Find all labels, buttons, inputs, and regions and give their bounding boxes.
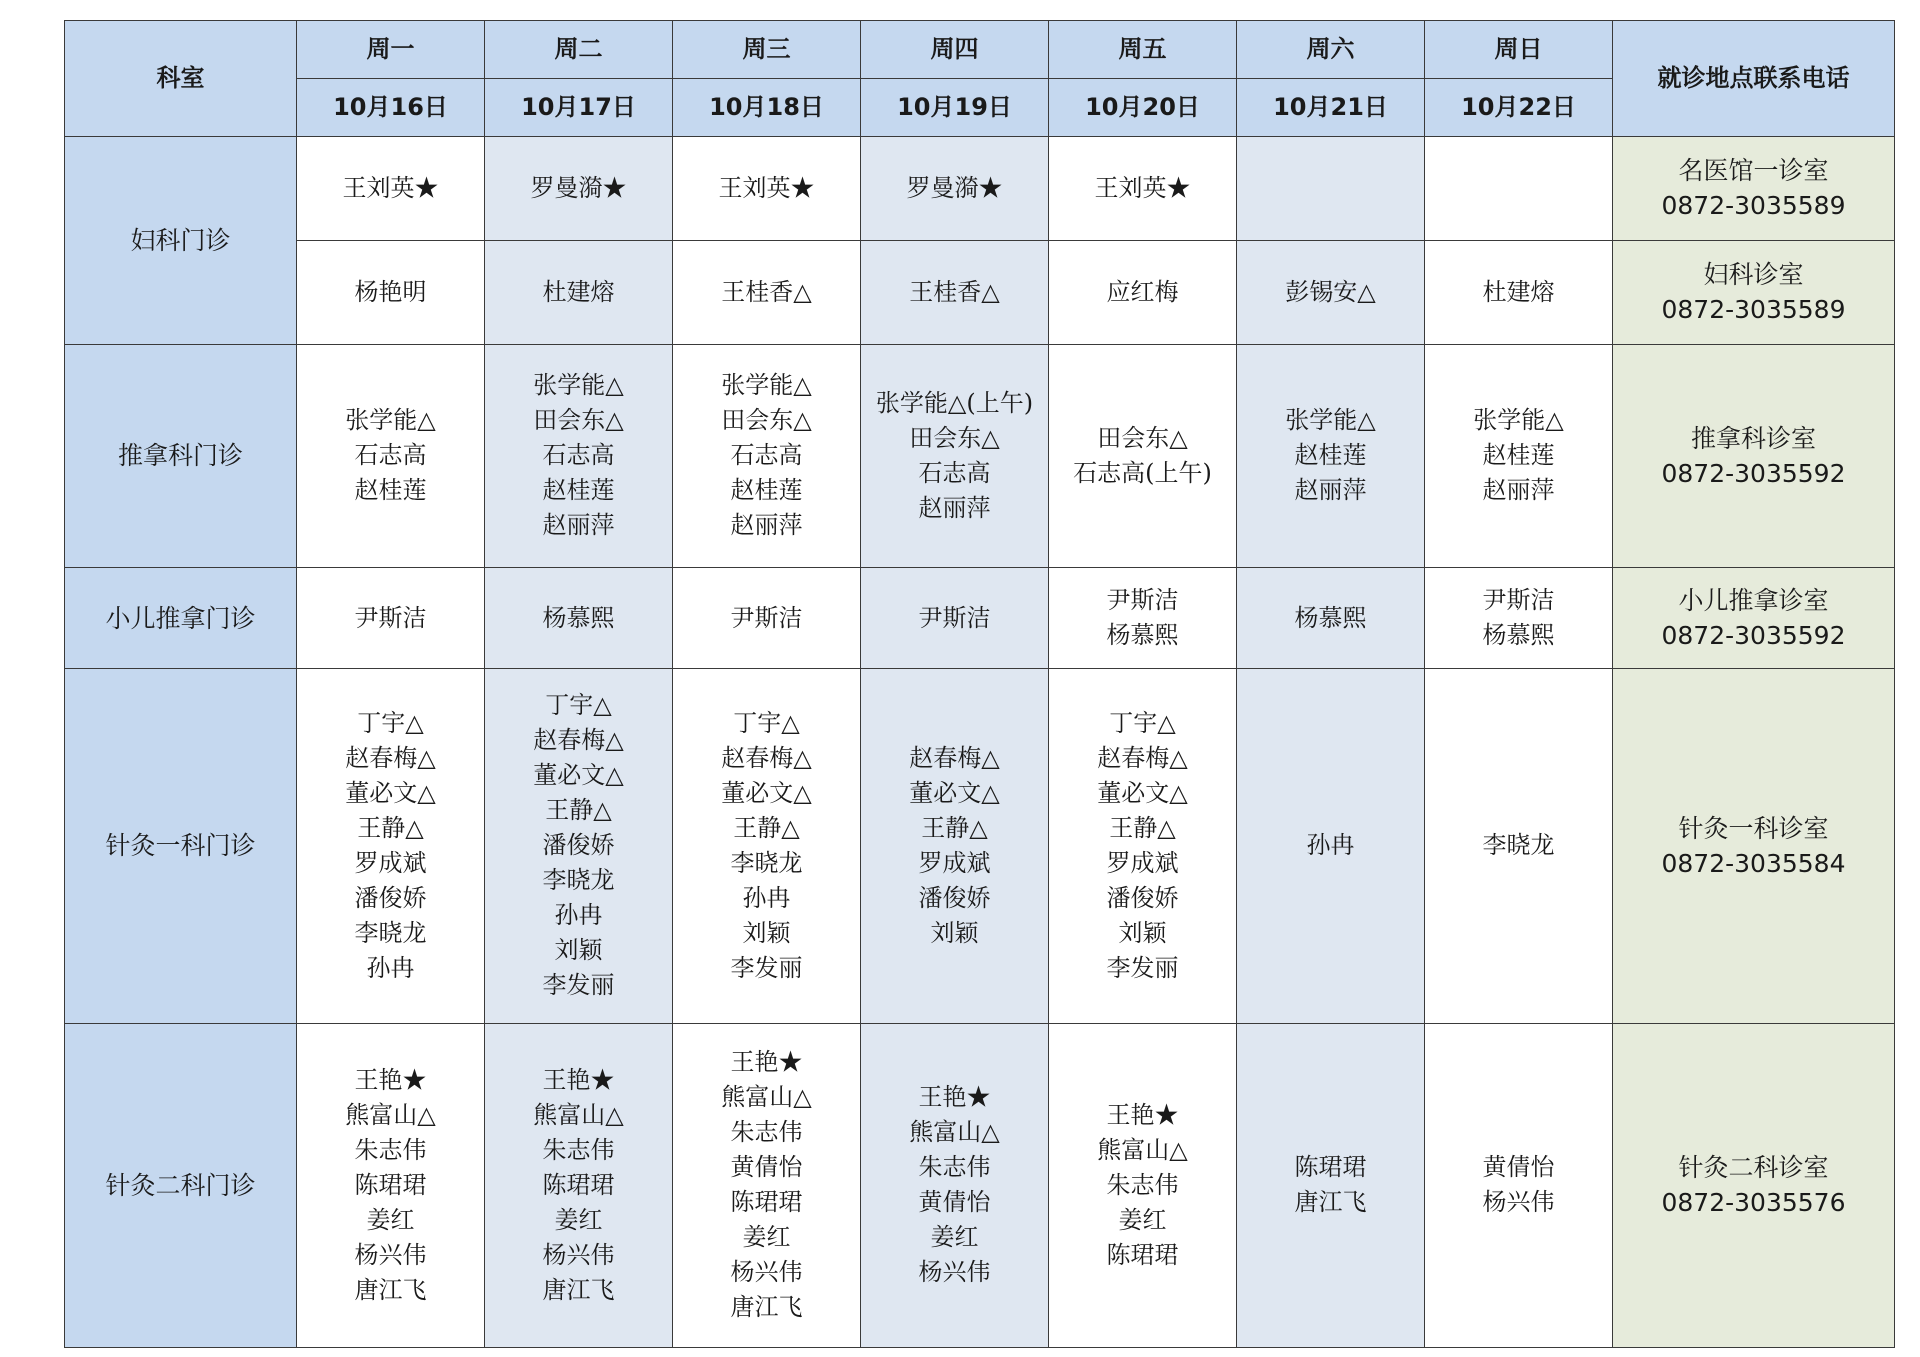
doctor-name: 田会东△ <box>533 406 624 435</box>
doctor-name: 王刘英★ <box>1094 173 1191 202</box>
doctor-cell <box>1237 1023 1425 1347</box>
weekday-header: 周三 <box>673 21 861 79</box>
doctor-name: 赵桂莲 <box>1294 441 1367 470</box>
date-header: 10月19日 <box>861 79 1049 137</box>
doctor-name: 尹斯洁 <box>354 603 427 632</box>
location-phone: 0872-3035584 <box>1661 848 1846 878</box>
doctor-name: 石志高 <box>354 441 427 470</box>
doctor-name: 王桂香△ <box>721 277 812 306</box>
doctor-cell <box>1049 344 1237 568</box>
doctor-cell <box>1049 1023 1237 1347</box>
location-room: 针灸二科诊室 <box>1678 1153 1829 1183</box>
doctor-name: 王艳★ <box>1106 1100 1179 1129</box>
doctor-name: 杨兴伟 <box>918 1258 991 1287</box>
doctor-name: 朱志伟 <box>918 1153 991 1182</box>
doctor-name: 杨兴伟 <box>542 1240 615 1269</box>
doctor-name: 李发丽 <box>730 953 803 982</box>
doctor-name: 姜红 <box>930 1223 979 1252</box>
doctor-cell <box>861 344 1049 568</box>
doctor-cell <box>1425 668 1613 1023</box>
doctor-name: 罗成斌 <box>354 848 427 877</box>
doctor-cell <box>297 344 485 568</box>
schedule-row <box>65 137 1895 241</box>
doctor-name: 田会东△ <box>721 406 812 435</box>
doctor-name: 姜红 <box>1118 1205 1167 1234</box>
doctor-cell <box>861 668 1049 1023</box>
doctor-cell <box>1237 344 1425 568</box>
doctor-cell <box>861 1023 1049 1347</box>
date-header: 10月16日 <box>297 79 485 137</box>
doctor-name: 田会东△ <box>1097 423 1188 452</box>
doctor-name: 熊富山△ <box>345 1100 436 1129</box>
doctor-name: 尹斯洁 <box>1106 586 1179 615</box>
doctor-cell <box>1049 568 1237 669</box>
doctor-name: 杨兴伟 <box>354 1240 427 1269</box>
doctor-name: 王静△ <box>733 813 800 842</box>
weekday-header: 周六 <box>1237 21 1425 79</box>
doctor-name: 赵春梅△ <box>533 726 624 755</box>
location-room: 针灸一科诊室 <box>1678 813 1829 843</box>
doctor-name: 王刘英★ <box>718 173 815 202</box>
location-phone: 0872-3035576 <box>1661 1188 1846 1218</box>
doctor-name: 董必文△ <box>721 778 812 807</box>
doctor-cell <box>861 137 1049 241</box>
doctor-cell <box>673 240 861 344</box>
doctor-cell <box>485 1023 673 1347</box>
doctor-name: 罗曼漪★ <box>906 173 1003 202</box>
doctor-name: 黄倩怡 <box>1482 1153 1555 1182</box>
doctor-name: 赵丽萍 <box>542 511 615 540</box>
doctor-name: 赵丽萍 <box>1294 476 1367 505</box>
doctor-name: 陈珺珺 <box>1294 1153 1367 1182</box>
doctor-name: 杨兴伟 <box>730 1258 803 1287</box>
schedule-row <box>65 344 1895 568</box>
doctor-cell <box>1237 568 1425 669</box>
doctor-cell <box>1425 344 1613 568</box>
location-room: 小儿推拿诊室 <box>1678 586 1829 616</box>
doctor-cell <box>861 568 1049 669</box>
doctor-cell <box>1237 137 1425 241</box>
doctor-name: 杨慕熙 <box>1294 603 1367 632</box>
doctor-name: 赵桂莲 <box>542 476 615 505</box>
doctor-cell <box>861 240 1049 344</box>
doctor-cell <box>297 568 485 669</box>
doctor-name: 董必文△ <box>909 778 1000 807</box>
doctor-name: 李晓龙 <box>730 848 803 877</box>
doctor-name: 陈珺珺 <box>354 1170 427 1199</box>
doctor-name: 李发丽 <box>1106 953 1179 982</box>
doctor-name: 张学能△ <box>533 371 624 400</box>
doctor-cell <box>297 240 485 344</box>
doctor-cell <box>297 137 485 241</box>
doctor-name: 董必文△ <box>533 761 624 790</box>
doctor-name: 罗成斌 <box>918 848 991 877</box>
doctor-name: 罗成斌 <box>1106 848 1179 877</box>
location-cell <box>1613 240 1895 344</box>
doctor-name: 杨慕熙 <box>542 603 615 632</box>
doctor-name: 尹斯洁 <box>1482 586 1555 615</box>
doctor-name: 丁宇△ <box>1109 708 1176 737</box>
department-name: 针灸二科门诊 <box>65 1023 297 1347</box>
doctor-name: 罗曼漪★ <box>530 173 627 202</box>
doctor-name: 王静△ <box>921 813 988 842</box>
doctor-cell <box>673 344 861 568</box>
doctor-name: 张学能△ <box>1285 406 1376 435</box>
doctor-name: 赵春梅△ <box>1097 743 1188 772</box>
doctor-name: 田会东△ <box>909 423 1000 452</box>
doctor-name: 赵春梅△ <box>721 743 812 772</box>
doctor-name: 黄倩怡 <box>918 1188 991 1217</box>
doctor-cell <box>1237 240 1425 344</box>
doctor-name: 唐江飞 <box>354 1275 427 1304</box>
doctor-name: 刘颖 <box>930 918 979 947</box>
doctor-name: 赵丽萍 <box>918 493 991 522</box>
schedule-row <box>65 240 1895 344</box>
weekday-header: 周一 <box>297 21 485 79</box>
doctor-name: 王刘英★ <box>342 173 439 202</box>
doctor-name: 姜红 <box>554 1205 603 1234</box>
doctor-name: 朱志伟 <box>730 1118 803 1147</box>
department-name: 妇科门诊 <box>65 137 297 345</box>
doctor-name: 李晓龙 <box>542 866 615 895</box>
doctor-name: 姜红 <box>742 1223 791 1252</box>
location-room: 名医馆一诊室 <box>1678 156 1829 186</box>
doctor-name: 潘俊娇 <box>542 831 615 860</box>
doctor-name: 刘颖 <box>1118 918 1167 947</box>
doctor-cell <box>1049 668 1237 1023</box>
weekday-header: 周日 <box>1425 21 1613 79</box>
doctor-name: 王艳★ <box>730 1048 803 1077</box>
doctor-cell <box>673 137 861 241</box>
doctor-name: 朱志伟 <box>1106 1170 1179 1199</box>
doctor-cell <box>485 137 673 241</box>
schedule-row <box>65 1023 1895 1347</box>
doctor-name: 张学能△(上午) <box>875 388 1034 417</box>
doctor-name: 王艳★ <box>918 1083 991 1112</box>
schedule-table <box>64 20 1895 1348</box>
location-header: 就诊地点联系电话 <box>1613 21 1895 137</box>
doctor-cell <box>673 668 861 1023</box>
doctor-name: 丁宇△ <box>733 708 800 737</box>
doctor-name: 杜建熔 <box>1482 277 1555 306</box>
doctor-name: 孙冉 <box>742 883 791 912</box>
doctor-name: 王静△ <box>357 813 424 842</box>
doctor-name: 熊富山△ <box>533 1100 624 1129</box>
doctor-cell <box>673 568 861 669</box>
doctor-name: 尹斯洁 <box>730 603 803 632</box>
dept-header: 科室 <box>65 21 297 137</box>
doctor-name: 陈珺珺 <box>542 1170 615 1199</box>
doctor-name: 张学能△ <box>1473 406 1564 435</box>
doctor-name: 李发丽 <box>542 971 615 1000</box>
department-name: 小儿推拿门诊 <box>65 568 297 669</box>
doctor-name: 赵春梅△ <box>345 743 436 772</box>
doctor-name: 熊富山△ <box>909 1118 1000 1147</box>
doctor-name: 石志高 <box>542 441 615 470</box>
doctor-name: 石志高(上午) <box>1073 458 1212 487</box>
doctor-name: 李晓龙 <box>1482 831 1555 860</box>
doctor-name: 王桂香△ <box>909 277 1000 306</box>
date-header: 10月21日 <box>1237 79 1425 137</box>
date-header: 10月20日 <box>1049 79 1237 137</box>
doctor-name: 熊富山△ <box>1097 1135 1188 1164</box>
doctor-name: 唐江飞 <box>542 1275 615 1304</box>
doctor-name: 唐江飞 <box>1294 1188 1367 1217</box>
doctor-name: 潘俊娇 <box>918 883 991 912</box>
doctor-name: 董必文△ <box>1097 778 1188 807</box>
doctor-cell <box>297 668 485 1023</box>
doctor-name: 王艳★ <box>354 1065 427 1094</box>
doctor-cell <box>485 344 673 568</box>
doctor-name: 张学能△ <box>345 406 436 435</box>
doctor-cell <box>485 568 673 669</box>
location-phone: 0872-3035589 <box>1661 295 1846 325</box>
doctor-name: 潘俊娇 <box>354 883 427 912</box>
doctor-name: 赵丽萍 <box>1482 476 1555 505</box>
location-cell <box>1613 137 1895 241</box>
location-cell <box>1613 1023 1895 1347</box>
doctor-name: 王艳★ <box>542 1065 615 1094</box>
doctor-name: 李晓龙 <box>354 918 427 947</box>
doctor-name: 尹斯洁 <box>918 603 991 632</box>
doctor-name: 石志高 <box>918 458 991 487</box>
doctor-name: 刘颖 <box>742 918 791 947</box>
doctor-name: 董必文△ <box>345 778 436 807</box>
doctor-cell <box>1049 240 1237 344</box>
date-header: 10月18日 <box>673 79 861 137</box>
doctor-name: 熊富山△ <box>721 1083 812 1112</box>
doctor-name: 杜建熔 <box>542 277 615 306</box>
doctor-name: 刘颖 <box>554 936 603 965</box>
date-header: 10月17日 <box>485 79 673 137</box>
doctor-name: 丁宇△ <box>545 691 612 720</box>
department-name: 推拿科门诊 <box>65 344 297 568</box>
doctor-name: 杨慕熙 <box>1482 621 1555 650</box>
doctor-cell <box>485 668 673 1023</box>
doctor-name: 朱志伟 <box>542 1135 615 1164</box>
doctor-cell <box>297 1023 485 1347</box>
doctor-name: 潘俊娇 <box>1106 883 1179 912</box>
doctor-name: 杨兴伟 <box>1482 1188 1555 1217</box>
schedule-row <box>65 668 1895 1023</box>
doctor-name: 陈珺珺 <box>730 1188 803 1217</box>
location-cell <box>1613 668 1895 1023</box>
doctor-name: 王静△ <box>1109 813 1176 842</box>
schedule-body <box>65 137 1895 1348</box>
doctor-name: 赵丽萍 <box>730 511 803 540</box>
weekday-header: 周四 <box>861 21 1049 79</box>
doctor-name: 杨艳明 <box>354 277 427 306</box>
location-cell <box>1613 568 1895 669</box>
location-room: 推拿科诊室 <box>1690 423 1816 453</box>
location-phone: 0872-3035589 <box>1661 191 1846 221</box>
weekday-header-row <box>65 21 1895 79</box>
doctor-name: 石志高 <box>730 441 803 470</box>
doctor-cell <box>1049 137 1237 241</box>
doctor-name: 孙冉 <box>554 901 603 930</box>
doctor-name: 朱志伟 <box>354 1135 427 1164</box>
schedule-row <box>65 568 1895 669</box>
doctor-name: 孙冉 <box>1306 831 1355 860</box>
doctor-name: 丁宇△ <box>357 708 424 737</box>
doctor-name: 赵桂莲 <box>1482 441 1555 470</box>
date-header: 10月22日 <box>1425 79 1613 137</box>
doctor-name: 赵桂莲 <box>730 476 803 505</box>
department-name: 针灸一科门诊 <box>65 668 297 1023</box>
location-phone: 0872-3035592 <box>1661 458 1846 488</box>
doctor-cell <box>1425 1023 1613 1347</box>
doctor-name: 张学能△ <box>721 371 812 400</box>
doctor-name: 赵春梅△ <box>909 743 1000 772</box>
weekday-header: 周二 <box>485 21 673 79</box>
doctor-name: 黄倩怡 <box>730 1153 803 1182</box>
doctor-name: 赵桂莲 <box>354 476 427 505</box>
doctor-cell <box>1425 137 1613 241</box>
doctor-name: 姜红 <box>366 1205 415 1234</box>
doctor-cell <box>673 1023 861 1347</box>
location-room: 妇科诊室 <box>1703 260 1804 290</box>
doctor-cell <box>1237 668 1425 1023</box>
doctor-cell <box>1425 240 1613 344</box>
weekday-header: 周五 <box>1049 21 1237 79</box>
doctor-name: 孙冉 <box>366 953 415 982</box>
doctor-name: 王静△ <box>545 796 612 825</box>
doctor-name: 彭锡安△ <box>1285 277 1376 306</box>
doctor-name: 唐江飞 <box>730 1293 803 1322</box>
doctor-cell <box>1425 568 1613 669</box>
doctor-name: 杨慕熙 <box>1106 621 1179 650</box>
location-phone: 0872-3035592 <box>1661 621 1846 651</box>
location-cell <box>1613 344 1895 568</box>
doctor-name: 陈珺珺 <box>1106 1240 1179 1269</box>
doctor-name: 应红梅 <box>1106 277 1179 306</box>
doctor-cell <box>485 240 673 344</box>
